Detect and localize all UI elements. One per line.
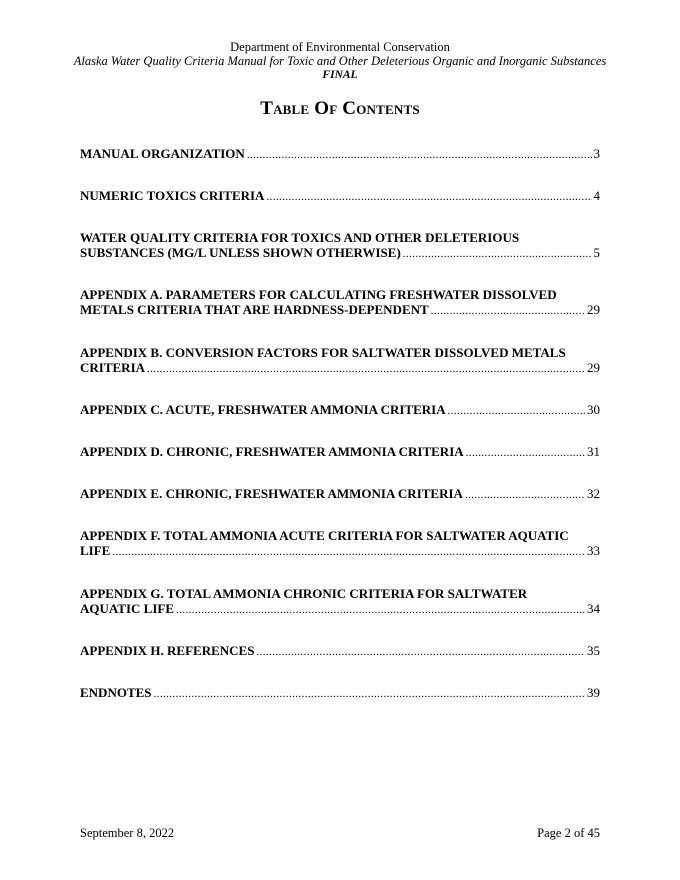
footer-page-number: Page 2 of 45 (537, 826, 600, 840)
toc-dot-leader (403, 247, 592, 262)
toc-page-number: 30 (587, 402, 600, 417)
page-footer (80, 826, 600, 840)
toc-entry-text: APPENDIX H. REFERENCES (80, 643, 255, 658)
toc-entry-text: MANUAL ORGANIZATION (80, 146, 245, 161)
toc-entry-text: ENDNOTES (80, 685, 152, 700)
toc-entry-appendix-a[interactable] (80, 287, 600, 319)
header-agency: Department of Environmental Conservation (230, 40, 450, 54)
toc-entry-text: APPENDIX D. CHRONIC, FRESHWATER AMMONIA CRITERIA (80, 444, 464, 459)
page-header (0, 40, 680, 82)
toc-entry-manual-organization[interactable] (80, 146, 600, 163)
toc-entry-text: AQUATIC LIFE (80, 601, 175, 616)
toc-page-number: 33 (587, 543, 600, 558)
toc-entry-numeric-toxics-criteria[interactable] (80, 188, 600, 205)
toc-entry-water-quality-criteria[interactable] (80, 230, 600, 262)
toc-entry-endnotes[interactable] (80, 685, 600, 702)
toc-dot-leader (466, 446, 585, 461)
toc-page-number: 35 (587, 643, 600, 658)
toc-entry-appendix-f[interactable] (80, 528, 600, 560)
toc-entry-text-line1: APPENDIX G. TOTAL AMMONIA CHRONIC CRITERIA FOR SALTWATER (80, 586, 528, 601)
toc-page-number: 39 (587, 685, 600, 700)
toc-entry-text: METALS CRITERIA THAT ARE HARDNESS-DEPENDENT (80, 302, 429, 317)
toc-entry-text: NUMERIC TOXICS CRITERIA (80, 188, 265, 203)
toc-entry-appendix-d[interactable] (80, 444, 600, 461)
toc-entry-text-line1: APPENDIX B. CONVERSION FACTORS FOR SALTWATER DISSOLVED METALS (80, 345, 566, 360)
toc-page-number: 32 (587, 486, 600, 501)
toc-page-number: 34 (587, 601, 600, 616)
toc-dot-leader (266, 190, 591, 205)
toc-dot-leader (465, 488, 585, 503)
toc-entry-text: LIFE (80, 543, 111, 558)
toc-entry-text: SUBSTANCES (MG/L UNLESS SHOWN OTHERWISE) (80, 245, 401, 260)
toc-entry-text-line1: APPENDIX A. PARAMETERS FOR CALCULATING FRESHWATER DISSOLVED (80, 287, 557, 302)
footer-date: September 8, 2022 (80, 826, 175, 840)
header-status: FINAL (322, 69, 358, 81)
toc-page-number: 5 (593, 245, 600, 260)
toc-entry-text-line1: WATER QUALITY CRITERIA FOR TOXICS AND OTHER DELETERIOUS (80, 230, 520, 245)
toc-dot-leader (147, 362, 585, 377)
toc-dot-leader (256, 645, 585, 660)
toc-page-number: 31 (587, 444, 600, 459)
toc-page-number: 29 (587, 360, 600, 375)
toc-entry-text-line1: APPENDIX F. TOTAL AMMONIA ACUTE CRITERIA FOR SALTWATER AQUATIC (80, 528, 569, 543)
toc-entry-appendix-c[interactable] (80, 402, 600, 419)
toc-page-number: 3 (593, 146, 600, 161)
toc-dot-leader (431, 304, 585, 319)
toc-dot-leader (112, 545, 585, 560)
toc-page-number: 4 (593, 188, 600, 203)
toc-dot-leader (448, 404, 585, 419)
toc-entry-appendix-e[interactable] (80, 486, 600, 503)
toc-entry-appendix-b[interactable] (80, 345, 600, 377)
header-manual-title: Alaska Water Quality Criteria Manual for Toxic and Other Deleterious Organic and Inorganic Substances (73, 54, 607, 68)
toc-entry-appendix-g[interactable] (80, 586, 600, 618)
toc-entry-text: CRITERIA (80, 360, 146, 375)
toc-page-number: 29 (587, 302, 600, 317)
toc-entry-appendix-h[interactable] (80, 643, 600, 660)
toc-dot-leader (247, 148, 592, 163)
toc-title: Table Of Contents (260, 98, 420, 119)
toc-dot-leader (176, 603, 585, 618)
toc-dot-leader (154, 687, 585, 702)
toc-entry-text: APPENDIX E. CHRONIC, FRESHWATER AMMONIA CRITERIA (80, 486, 463, 501)
toc-entry-text: APPENDIX C. ACUTE, FRESHWATER AMMONIA CRITERIA (80, 402, 446, 417)
